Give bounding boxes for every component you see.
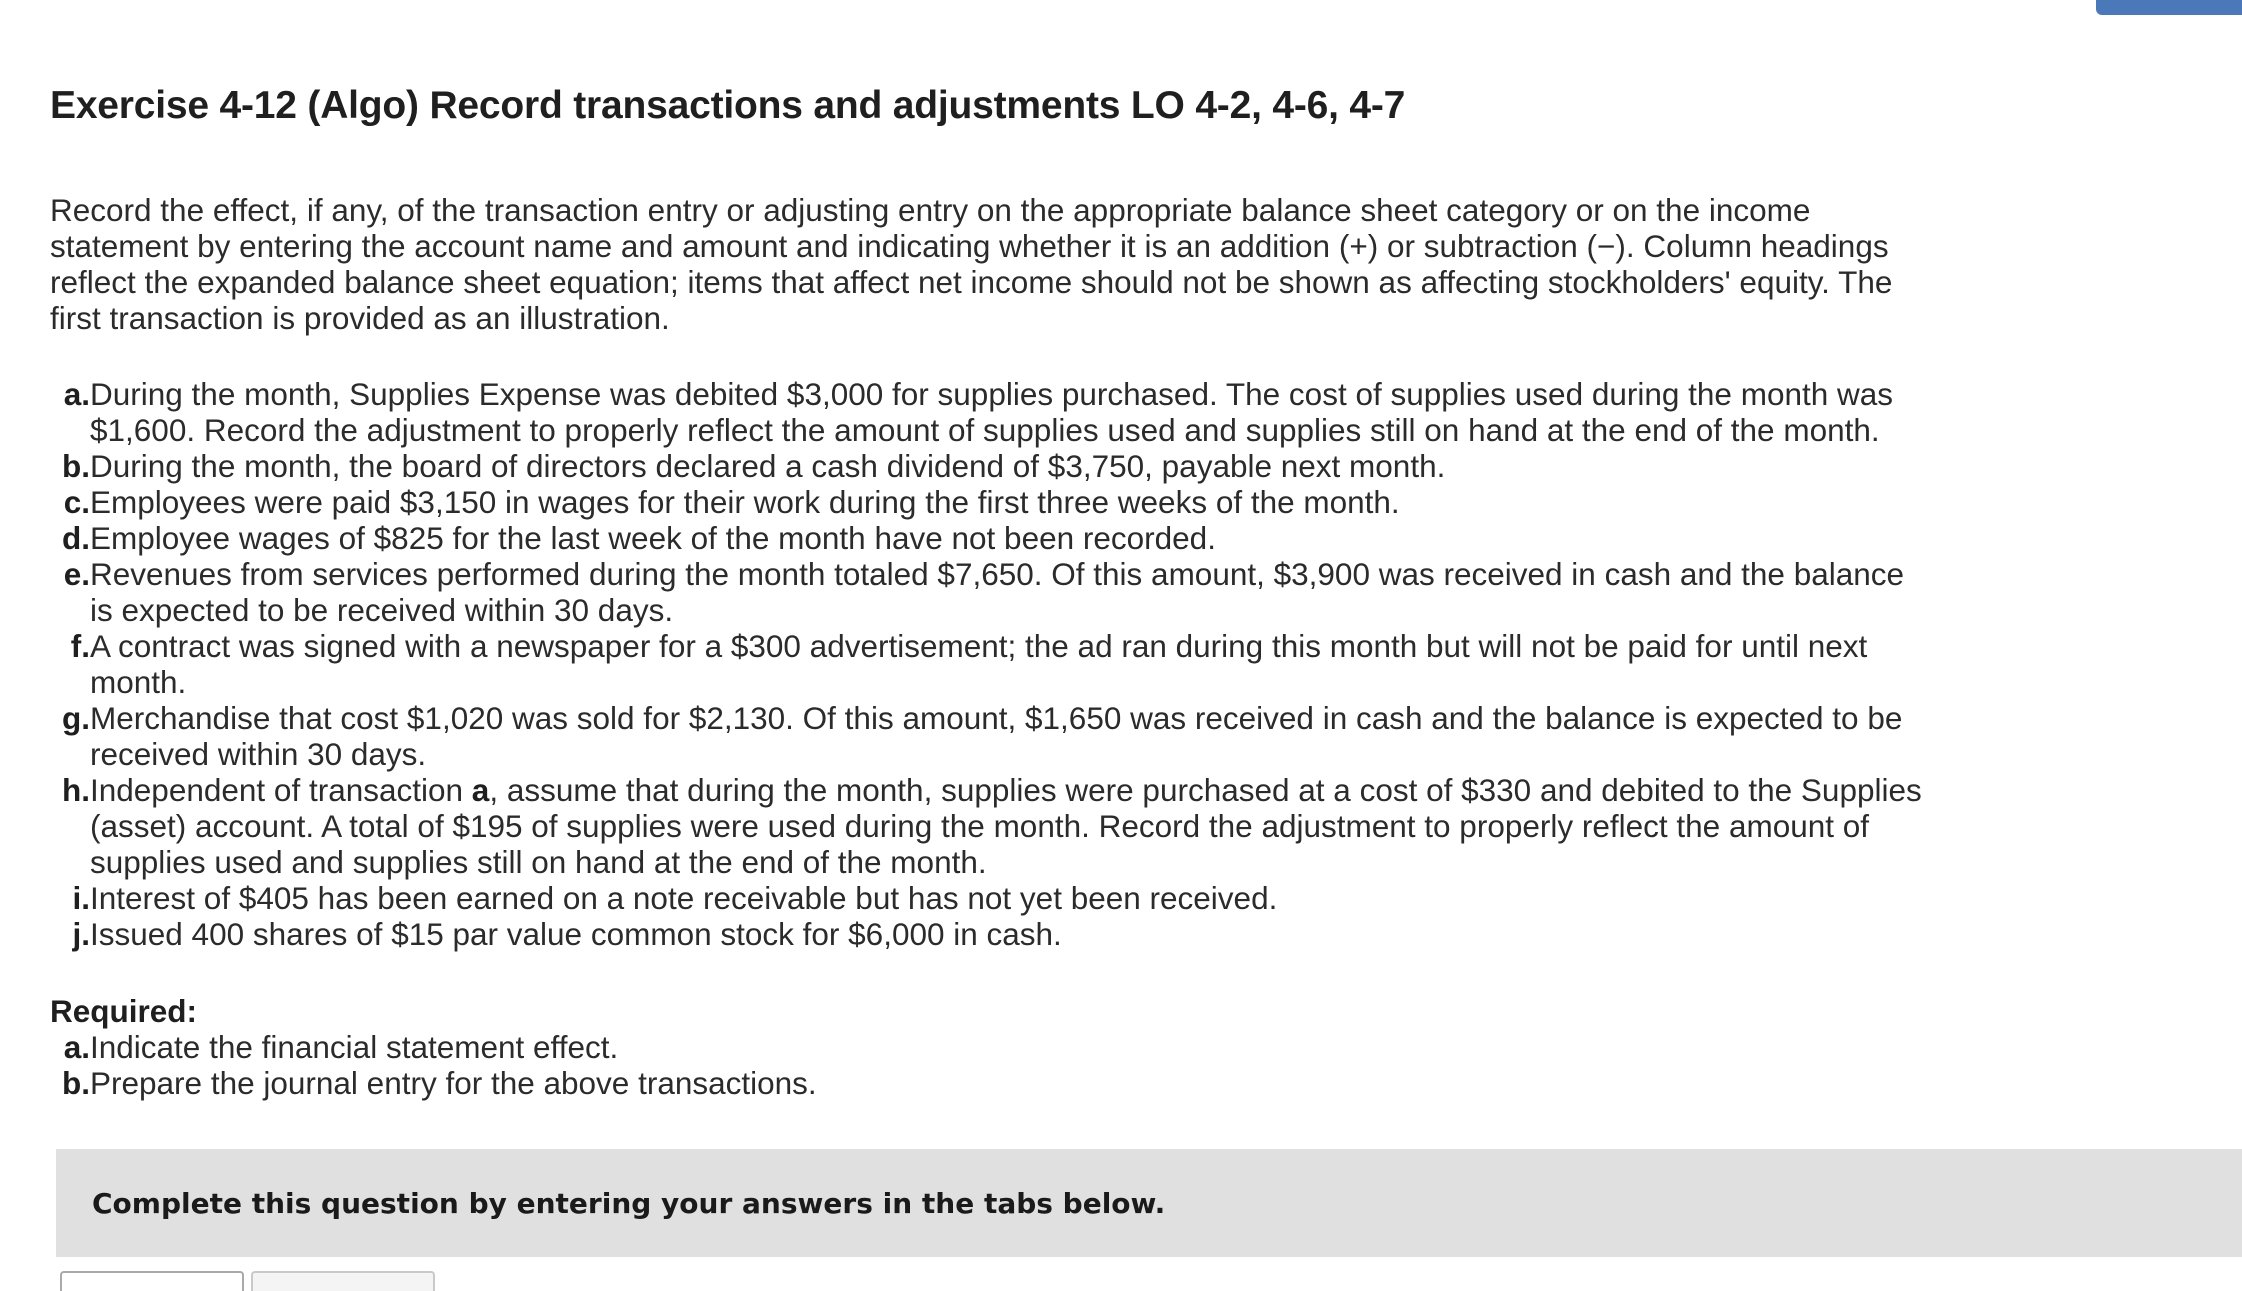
tab-required-b[interactable]	[251, 1271, 435, 1291]
item-marker: a.	[63, 1029, 90, 1065]
top-right-accent-bar	[2096, 0, 2242, 15]
item-marker: g.	[62, 700, 90, 736]
item-text	[90, 772, 1930, 880]
item-marker: f.	[70, 628, 90, 664]
instructions-paragraph: Record the effect, if any, of the transaction entry or adjusting entry on the appropriate balance sheet category or on the income statement by entering the account name and amount and indicating whether it is an addition (+) or subtraction (−). Column headings reflect the expanded balance sheet equation; items that affect net income should not be shown as affecting stockholders' equity. The first transaction is provided as an illustration.	[50, 192, 1893, 336]
list-item-j	[50, 916, 1930, 952]
item-text: Issued 400 shares of $15 par value common stock for $6,000 in cash.	[90, 916, 1062, 952]
item-marker: j.	[72, 916, 90, 952]
list-item-f	[50, 628, 1930, 700]
item-marker: c.	[63, 484, 90, 520]
banner-text: Complete this question by entering your answers in the tabs below.	[92, 1186, 1166, 1220]
item-text: Merchandise that cost $1,020 was sold for $2,130. Of this amount, $1,650 was received in cash and the balance is expected to be received within 30 days.	[90, 700, 1903, 772]
item-text: Interest of $405 has been earned on a note receivable but has not yet been received.	[90, 880, 1278, 916]
item-marker: d.	[62, 520, 90, 556]
list-item-b	[50, 448, 1930, 484]
item-text: Prepare the journal entry for the above transactions.	[90, 1065, 817, 1101]
item-text-after: , assume that during the month, supplies were purchased at a cost of $330 and debited to the Supplies (asset) account. A total of $195 of supplies were used during the month. Record the adjustment to properly reflect the amount of supplies used and supplies still on hand at the end of the month.	[90, 772, 1922, 880]
required-item-a	[50, 1029, 1930, 1065]
tab-required-a[interactable]	[60, 1271, 244, 1291]
item-marker: a.	[63, 376, 90, 412]
required-item-b	[50, 1065, 1930, 1101]
item-text: During the month, the board of directors declared a cash dividend of $3,750, payable next month.	[90, 448, 1446, 484]
list-item-e	[50, 556, 1930, 628]
list-item-h	[50, 772, 1930, 880]
item-marker: e.	[63, 556, 90, 592]
item-text: A contract was signed with a newspaper for a $300 advertisement; the ad ran during this month but will not be paid for until next month.	[90, 628, 1868, 700]
required-list	[50, 1029, 1930, 1101]
transaction-list	[50, 376, 1930, 952]
required-section	[50, 993, 1930, 1101]
page-title: Exercise 4-12 (Algo) Record transactions and adjustments LO 4-2, 4-6, 4-7	[50, 84, 1406, 127]
list-item-d	[50, 520, 1930, 556]
item-text-before: Independent of transaction	[90, 772, 472, 808]
item-marker: i.	[72, 880, 90, 916]
item-marker: b.	[62, 1065, 90, 1101]
item-text: Indicate the financial statement effect.	[90, 1029, 619, 1065]
list-item-a	[50, 376, 1930, 448]
item-text: Revenues from services performed during the month totaled $7,650. Of this amount, $3,900 was received in cash and the balance is expected to be received within 30 days.	[90, 556, 1905, 628]
list-item-g	[50, 700, 1930, 772]
required-heading: Required:	[50, 993, 198, 1029]
instructions-banner	[56, 1149, 2242, 1257]
item-text-bold: a	[471, 772, 490, 808]
item-marker: h.	[62, 772, 90, 808]
item-marker: b.	[62, 448, 90, 484]
list-item-i	[50, 880, 1930, 916]
list-item-c	[50, 484, 1930, 520]
item-text: Employee wages of $825 for the last week of the month have not been recorded.	[90, 520, 1216, 556]
item-text: Employees were paid $3,150 in wages for their work during the first three weeks of the month.	[90, 484, 1400, 520]
item-text: During the month, Supplies Expense was debited $3,000 for supplies purchased. The cost of supplies used during the month was $1,600. Record the adjustment to properly reflect the amount of supplies used and supplies still on hand at the end of the month.	[90, 376, 1894, 448]
